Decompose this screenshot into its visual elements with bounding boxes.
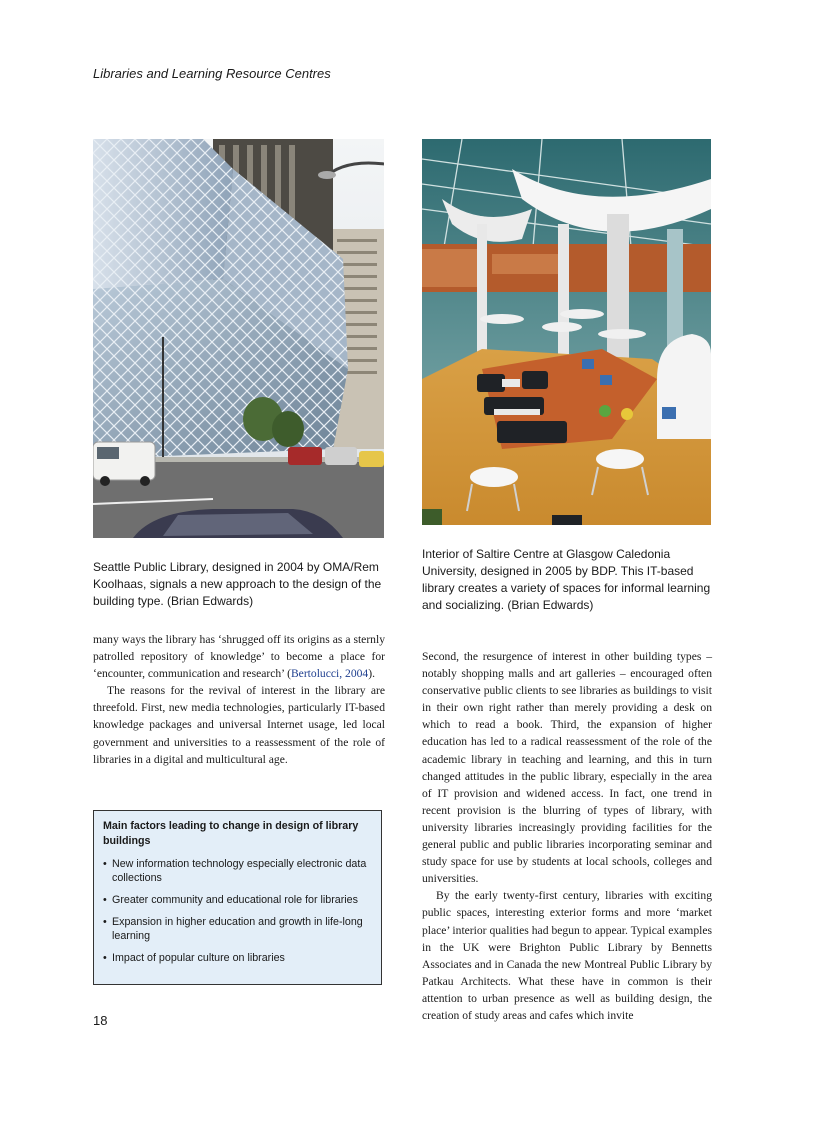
figure-caption-left: Seattle Public Library, designed in 2004 by OMA/Rem Koolhaas, signals a new approach to the design of the building type. (Brian Edwards): [93, 560, 382, 608]
body-paragraph: many ways the library has ‘shrugged off its origins as a sternly patrolled repository of knowledge’ to become a place for ‘encounter, communication and research’ (Bertolucci, 2004).: [93, 633, 385, 681]
factors-list-item: • Greater community and educational role for libraries: [103, 894, 358, 906]
bullet: •: [103, 952, 107, 964]
seattle-library-photo: [93, 139, 384, 538]
body-paragraph: The reasons for the revival of interest in the library are threefold. First, new media technologies, particularly IT-based knowledge packages and universal Internet usage, led local government and universities to a reassessment of the role of libraries in a digital and multicultural age.: [93, 684, 385, 766]
body-paragraph: Second, the resurgence of interest in other building types – notably shopping malls and art galleries – encouraged often conservative public clients to see libraries as buildings to visit in their own right rather than merely providing a desk on which to read a book. Third, the expansion of higher education has led to a radical reassessment of the role of the academic library in teaching and learning, and this in turn changed attitudes in the public library, especially in the area of IT provision and widened access. In fact, one trend in recent provision is the blurring of types of library, with university libraries increasingly providing facilities for the general public and public libraries incorporating seminar and study space for use by students at local schools, colleges and universities.: [422, 650, 712, 886]
saltire-centre-photo: [422, 139, 711, 525]
figure-caption-right: Interior of Saltire Centre at Glasgow Caledonia University, designed in 2005 by BDP. This IT-based library creates a variety of spaces for informal learning and socializing. (Brian Edwards): [422, 547, 711, 612]
citation-link[interactable]: Bertolucci, 2004: [290, 667, 369, 681]
body-column-right: [422, 648, 712, 1024]
bullet: •: [103, 916, 107, 928]
bullet: •: [103, 858, 107, 870]
page-number: 18: [93, 1013, 108, 1028]
factors-box: [93, 810, 382, 985]
running-head: Libraries and Learning Resource Centres: [93, 66, 331, 81]
factors-box-title: Main factors leading to change in design of library buildings: [103, 820, 359, 847]
bullet: •: [103, 894, 107, 906]
factors-list-item: • New information technology especially electronic data collections: [103, 858, 367, 884]
factors-list: [103, 857, 371, 965]
body-column-left: [93, 631, 385, 768]
body-paragraph: By the early twenty-first century, libraries with exciting public spaces, interesting exterior forms and more ‘market place’ interior qualities had begun to appear. Typical examples in the UK were Brighton Public Library by Bennetts Associates and in Canada the new Montreal Public Library by Patkau Architects. What these have in common is their attention to urban presence as well as building design, the creation of study areas and cafes which invite: [422, 889, 712, 1022]
factors-list-item: • Impact of popular culture on libraries: [103, 952, 285, 964]
factors-list-item: • Expansion in higher education and growth in life-long learning: [103, 916, 363, 942]
